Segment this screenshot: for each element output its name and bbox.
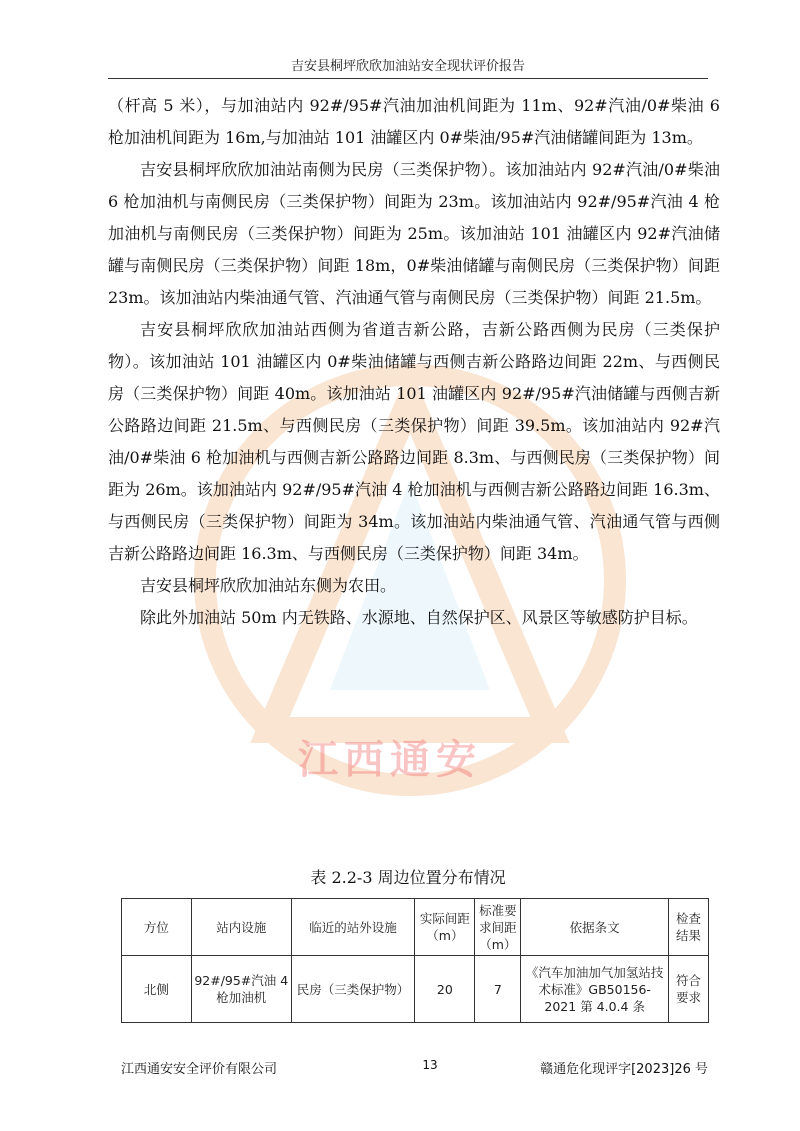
- paragraph: 吉安县桐坪欣欣加油站东侧为农田。: [140, 576, 397, 595]
- table-header-cell: 标准要求间距（m）: [475, 899, 521, 956]
- table-cell: 20: [415, 956, 475, 1023]
- distance-table: [121, 898, 709, 1023]
- table-cell: 92#/95#汽油 4 枪加油机: [191, 956, 291, 1023]
- table-header-cell: 方位: [122, 899, 192, 956]
- table-header-row: [122, 899, 709, 956]
- paragraph: 吉安县桐坪欣欣加油站南侧为民房（三类保护物）。该加油站内 92#汽油/0#柴油 6 枪加油机与南侧民房（三类保护物）间距为 23m。该加油站内 92#/95#汽油 4 枪加油机与南侧民房（三类保护物）间距为 25m。该加油站 101 油罐区内 92#汽油储罐与南侧民房（三类保护物）间距 18m，0#柴油储罐与南侧民房（三类保护物）间距 23m。该加油站内柴油通气管、汽油通气管与南侧民房（三类保护物）间距 21.5m。: [108, 160, 720, 307]
- table-header-cell: 站内设施: [191, 899, 291, 956]
- header-divider: [108, 78, 708, 79]
- footer-doc-number: 赣通危化现评字[2023]26 号: [540, 1062, 708, 1077]
- table-title: 表 2.2-3 周边位置分布情况: [310, 868, 506, 887]
- table-cell: 符合要求: [669, 956, 709, 1023]
- table-row: [122, 956, 709, 1023]
- table-cell: 《汽车加油加气加氢站技术标准》GB50156-2021 第 4.0.4 条: [521, 956, 669, 1023]
- table-cell: 北侧: [122, 956, 192, 1023]
- table-header-cell: 临近的站外设施: [291, 899, 415, 956]
- page-number: 13: [422, 1058, 438, 1072]
- page-header: 吉安县桐坪欣欣加油站安全现状评价报告: [290, 59, 525, 74]
- table-cell: 民房（三类保护物）: [291, 956, 415, 1023]
- paragraph: 除此外加油站 50m 内无铁路、水源地、自然保护区、风景区等敏感防护目标。: [140, 608, 698, 627]
- table-header-cell: 实际间距（m）: [415, 899, 475, 956]
- footer-company: 江西通安安全评价有限公司: [121, 1062, 278, 1077]
- table-cell: 7: [475, 956, 521, 1023]
- paragraph: （杆高 5 米），与加油站内 92#/95#汽油加油机间距为 11m、92#汽油/0#柴油 6 枪加油机间距为 16m,与加油站 101 油罐区内 0#柴油/95#汽油储罐间距为 13m。: [108, 96, 720, 147]
- document-body: [108, 90, 720, 634]
- watermark-text: 江西通安: [298, 737, 482, 783]
- table-header-cell: 依据条文: [521, 899, 669, 956]
- table-header-cell: 检查结果: [669, 899, 709, 956]
- paragraph: 吉安县桐坪欣欣加油站西侧为省道吉新公路，吉新公路西侧为民房（三类保护物）。该加油站 101 油罐区内 0#柴油储罐与西侧吉新公路路边间距 22m、与西侧民房（三类保护物）间距 40m。该加油站 101 油罐区内 92#/95#汽油储罐与西侧吉新公路路边间距 21.5m、与西侧民房（三类保护物）间距 39.5m。该加油站内 92#汽油/0#柴油 6 枪加油机与西侧吉新公路路边间距 8.3m、与西侧民房（三类保护物）间距为 26m。该加油站内 92#/95#汽油 4 枪加油机与西侧吉新公路路边间距 16.3m、与西侧民房（三类保护物）间距为 34m。该加油站内柴油通气管、汽油通气管与西侧吉新公路路边间距 16.3m、与西侧民房（三类保护物）间距 34m。: [108, 320, 720, 563]
